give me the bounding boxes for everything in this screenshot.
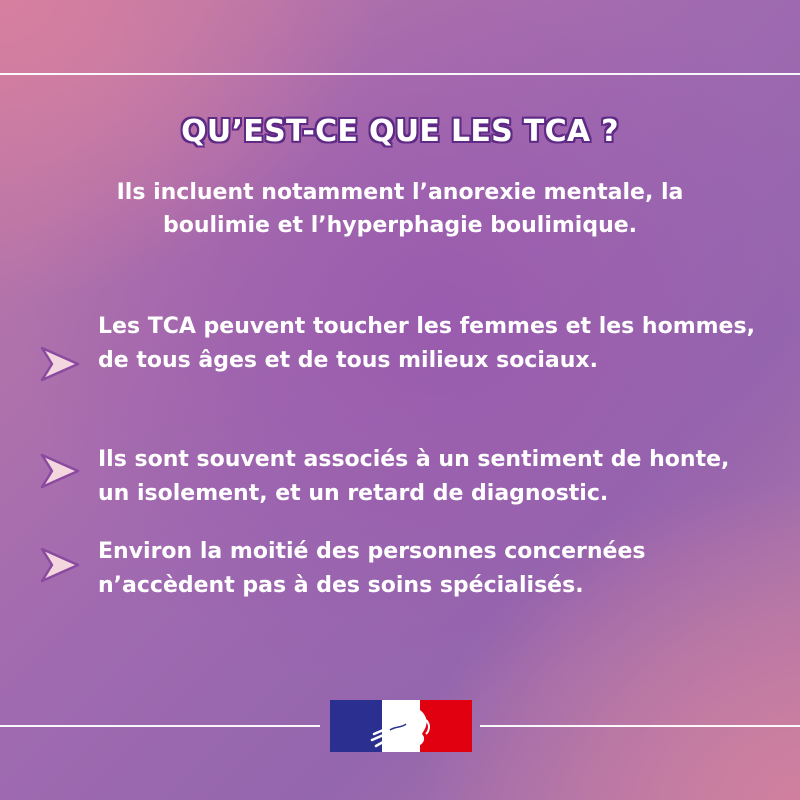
chevron-arrow-icon: [38, 342, 82, 386]
list-item-text: Ils sont souvent associés à un sentiment de honte, un isolement, et un retard de diagnostic.: [98, 447, 730, 507]
list-item-text: Environ la moitié des personnes concernées n’accèdent pas à des soins spécialisés.: [98, 539, 646, 599]
republique-francaise-logo: [330, 700, 472, 752]
bottom-divider-left: [0, 725, 320, 727]
top-divider: [0, 73, 800, 75]
subtitle: Ils incluent notamment l’anorexie mentale, la boulimie et l’hyperphagie boulimique.: [116, 180, 684, 238]
bottom-divider-right: [480, 725, 800, 727]
chevron-arrow-icon: [38, 449, 82, 493]
page-title: QU’EST-CE QUE LES TCA ?: [181, 114, 619, 149]
chevron-arrow-icon: [38, 543, 82, 587]
list-item-text: Les TCA peuvent toucher les femmes et les hommes, de tous âges et de tous milieux sociaux.: [98, 314, 755, 374]
